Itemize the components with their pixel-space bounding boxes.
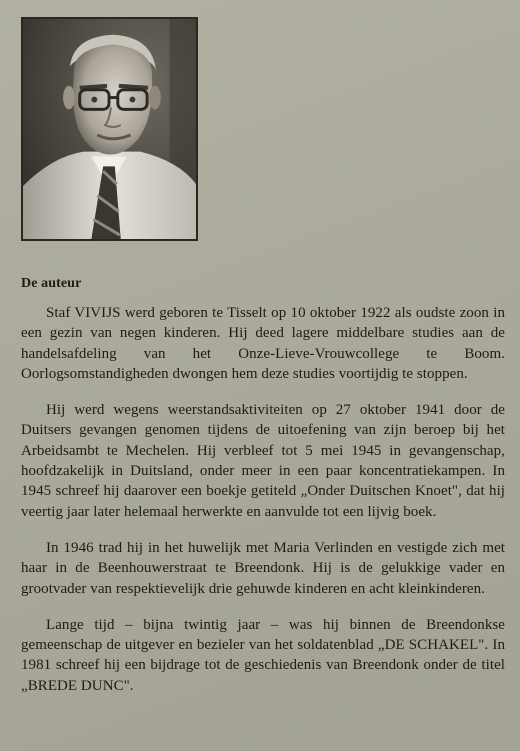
author-bio — [21, 276, 505, 712]
section-heading: De auteur — [21, 276, 82, 291]
bio-paragraph-4: Lange tijd – bijna twintig jaar – was hij binnen de Breendonkse gemeenschap de uitgever en bezieler van het soldatenblad „DE SCHAKEL". In 1981 schreef hij een bijdrage tot de geschiedenis van Breendonk onder de titel „BREDE DUNC". — [21, 616, 505, 694]
bio-paragraph-3: In 1946 trad hij in het huwelijk met Maria Verlinden en vestigde zich met haar in de Beenhouwerstraat te Breendonk. Hij is de gelukkige vader en grootvader van respektievelijk drie gehuwde kinderen en acht kleinkinderen. — [21, 539, 505, 597]
author-portrait — [21, 17, 198, 241]
author-photo-image — [23, 19, 196, 239]
bio-paragraph-2: Hij werd wegens weerstandsaktiviteiten op 27 oktober 1941 door de Duitsers gevangen genomen tijdens de uitoefening van zijn beroep bij het Arbeidsambt te Mechelen. Hij verbleef tot 5 mei 1945 in gevangenschap, hoofdzakelijk in Duitsland, onder meer in een paar koncentratiekampen. In 1945 schreef hij daarover een boekje getiteld „Onder Duitschen Knoet", dat hij veertig jaar later helemaal herwerkte en aanvulde tot een lijvig boek. — [21, 402, 505, 520]
bio-paragraph-1: Staf VIVIJS werd geboren te Tisselt op 10 oktober 1922 als oudste zoon in een gezin van negen kinderen. Hij deed lagere middelbare studies aan de handelsafdeling van het Onze-Lieve-Vrouwcollege te Boom. Oorlogsomstandigheden dwongen hem deze studies voortijdig te stoppen. — [21, 305, 505, 382]
